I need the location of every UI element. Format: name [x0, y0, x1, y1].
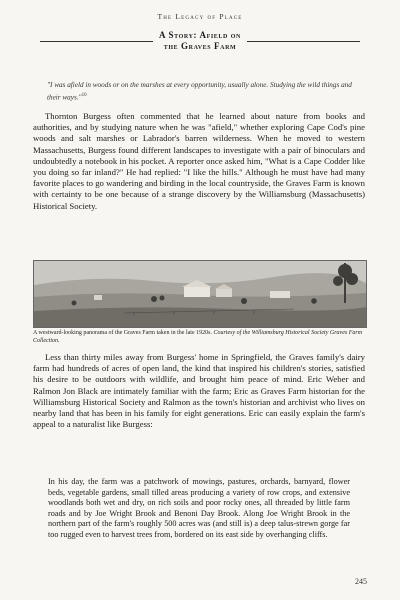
epigraph	[47, 80, 353, 102]
photo-caption-credit: Courtesy of the Williamsburg Historical Society Graves Farm Collection.	[33, 330, 363, 344]
block-quote: In his day, the farm was a patchwork of mowings, pastures, orchards, barnyard, flower beds, vegetable gardens, small tilled areas producing a variety of row crops, and extensive woodlands both wet and dry, on rich soils and poor rocky ones, all threaded by little farm roads and by Joe Wright Brook and Benoni Day Brook. Along Joe Wright Brook in the northern part of the farm's roughly 500 acres was (and still is) a deep talus-strewn gorge far too rugged even to harvest trees from, bordered on its east side by overhanging cliffs.	[48, 477, 350, 539]
section-title-text	[153, 30, 247, 52]
paragraph-2: Less than thirty miles away from Burgess' home in Springfield, the Graves family's dairy farm had hundreds of acres of open land, the kind that inspired his children's stories, satisfied his desire to be outdoors with wildlife, and brought him peace of mind. Eric Weber and Ralmon Jon Black are intimately familiar with the farm; Eric as Graves Farm historian for the Williamsburg Historical Society and Ralmon as the town's historian and archivist who lives on nearby land that has been in his family for eight generations. Eric can easily explain the farm's appeal to a naturalist like Burgess:	[33, 352, 365, 430]
section-title	[40, 30, 360, 52]
title-rule-right	[247, 41, 360, 42]
section-title-line2: the Graves Farm	[163, 41, 237, 51]
paragraph-1: Thornton Burgess often commented that he learned about nature from books and authorities, and by studying nature when he was "afield," whether exploring Cape Cod's pine woods and salt marshes or Labrador's barren wilderness. When he moved to western Massachusetts, Burgess found different landscapes to investigate with a pair of binoculars and undoubtedly a notebook in his pocket. A reporter once asked him, "What is a Cape Codder like you doing so far inland?" He had replied: "I like the hills." Although he must have had many favorite places to go wandering and birding in the local countryside, the Graves Farm is known with certainty to be one because of a strange discovery by the Williamsburg (Massachusetts) Historical Society.	[33, 111, 365, 211]
photo-caption-text: A westward-looking panorama of the Graves Farm taken in the late 1920s.	[33, 330, 212, 336]
graves-farm-panorama-photo	[33, 260, 367, 328]
photo-caption	[33, 330, 365, 345]
epigraph-note: 10	[81, 92, 87, 98]
epigraph-text: "I was afield in woods or on the marshes at every opportunity, usually alone. Studying the wild things and their ways."	[47, 81, 352, 101]
title-rule-left	[40, 41, 153, 42]
page-number: 245	[355, 577, 367, 586]
section-title-line1: A Story: Afield on	[159, 30, 241, 40]
running-head: The Legacy of Place	[157, 12, 243, 21]
panorama-illustration	[34, 261, 366, 327]
